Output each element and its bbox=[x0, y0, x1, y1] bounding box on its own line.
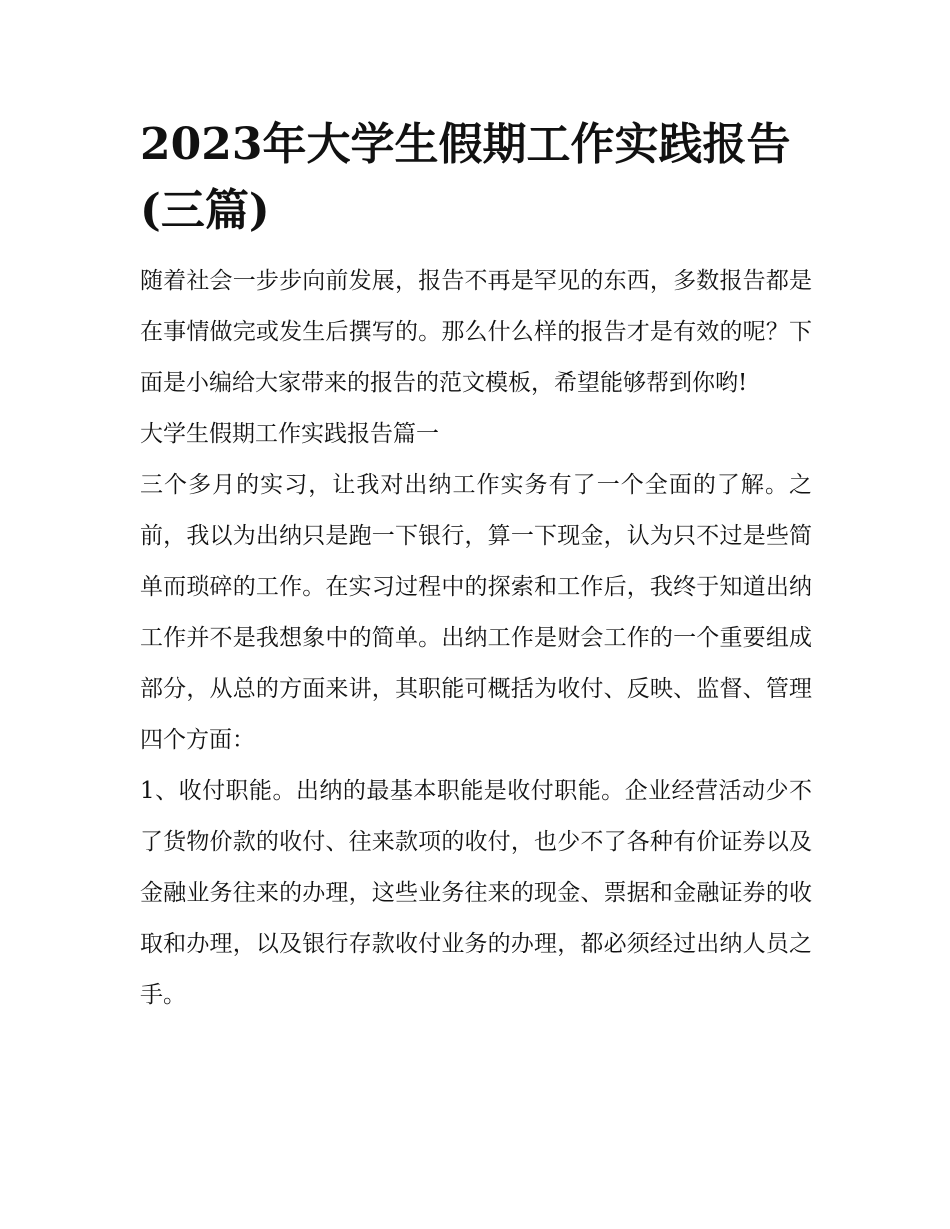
section-heading: 大学生假期工作实践报告篇一 bbox=[140, 421, 439, 447]
document-body bbox=[140, 112, 812, 1021]
intro-paragraph: 随着社会一步步向前发展，报告不再是罕见的东西，多数报告都是在事情做完或发生后撰写的。那么什么样的报告才是有效的呢？下面是小编给大家带来的报告的范文模板，希望能够帮到你哟! bbox=[140, 268, 812, 396]
body-paragraph: 1、收付职能。出纳的最基本职能是收付职能。企业经营活动少不了货物价款的收付、往来款项的收付，也少不了各种有价证券以及金融业务往来的办理，这些业务往来的现金、票据和金融证券的收取和办理，以及银行存款收付业务的办理，都必须经过出纳人员之手。 bbox=[140, 778, 812, 1008]
body-paragraph: 三个多月的实习，让我对出纳工作实务有了一个全面的了解。之前，我以为出纳只是跑一下银行，算一下现金，认为只不过是些简单而琐碎的工作。在实习过程中的探索和工作后，我终于知道出纳工作并不是我想象中的简单。出纳工作是财会工作的一个重要组成部分，从总的方面来讲，其职能可概括为收付、反映、监督、管理四个方面： bbox=[140, 472, 812, 753]
document-title: 2023年大学生假期工作实践报告(三篇) bbox=[140, 119, 791, 236]
